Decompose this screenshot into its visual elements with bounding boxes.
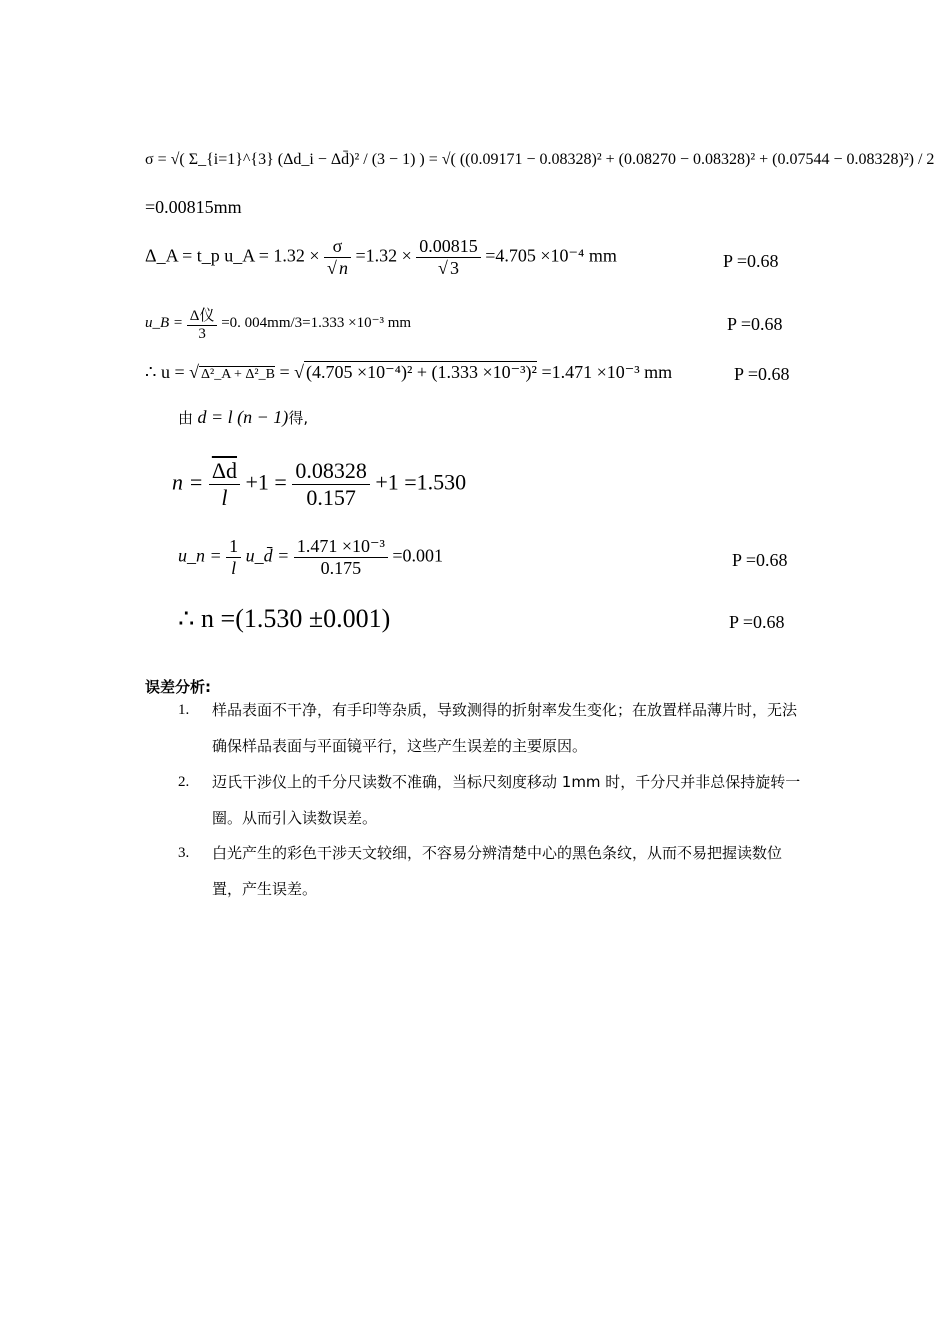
p-label-2: P =0.68 — [727, 314, 783, 334]
sqrt-icon: √ — [189, 362, 199, 382]
delta-a-lhs: Δ_A = t_p u_A = 1.32 × — [145, 245, 320, 266]
delta-a-fraction-2 — [416, 236, 481, 279]
sigma-result — [145, 197, 242, 218]
from-eq: d = l (n − 1) — [197, 407, 289, 427]
n-fraction-1 — [209, 458, 240, 511]
p-label-1: P =0.68 — [723, 251, 779, 271]
ub-lhs: u_B = — [145, 314, 184, 331]
un-frac1-den: l — [231, 558, 237, 578]
ub-formula — [145, 304, 411, 343]
n-result: +1 =1.530 — [375, 469, 467, 495]
sigma-result-text: =0.00815mm — [145, 197, 242, 217]
error-item-3-text: 白光产生的彩色干涉天文较细，不容易分辨清楚中心的黑色条纹，从而不易把握读数位置，产生误差。 — [212, 844, 783, 898]
final-result: ∴ n =(1.530 ±0.001) — [178, 604, 391, 633]
from-suffix: 得, — [288, 409, 309, 427]
ub-frac-num: Δ仪 — [187, 304, 218, 326]
un-frac2-den: 0.175 — [320, 558, 362, 578]
delta-a-frac2-den-wrap — [416, 258, 481, 279]
p-label-5: P =0.68 — [729, 612, 785, 632]
n-frac2-num: 0.08328 — [292, 458, 370, 485]
n-fraction-2 — [292, 458, 370, 511]
n-frac1-num: $\overline{\Delta d}$ — [209, 458, 240, 485]
delta-a-frac2-den: 3 — [449, 258, 459, 278]
delta-a-frac1-num: σ — [324, 236, 351, 258]
u-radicand-2: (4.705 ×10⁻⁴)² + (1.333 ×10⁻³)² — [306, 362, 537, 382]
sqrt-icon: √ — [294, 362, 305, 382]
delta-a-formula — [145, 236, 617, 279]
error-item-1-num: 1. — [178, 702, 190, 718]
sqrt-icon: √ — [438, 258, 448, 278]
n-lhs: n = — [172, 469, 204, 495]
error-item-2-num: 2. — [178, 774, 190, 790]
u-result: =1.471 ×10⁻³ mm — [541, 362, 673, 382]
delta-a-frac1-den: n — [338, 258, 348, 278]
p-label-3: P =0.68 — [734, 364, 790, 384]
u-radicand-1: Δ²_A + Δ²_B — [201, 367, 275, 382]
delta-a-mid: =1.32 × — [355, 245, 412, 266]
n-formula — [172, 458, 466, 511]
ub-frac-den: 3 — [198, 326, 206, 342]
error-item-3-num: 3. — [178, 845, 190, 861]
delta-a-fraction-1 — [324, 236, 351, 279]
delta-a-frac1-den-wrap — [324, 258, 351, 279]
sigma-formula — [145, 148, 934, 169]
ub-fraction — [187, 304, 218, 343]
error-item-1-text: 样品表面不干净，有手印等杂质，导致测得的折射率发生变化；在放置样品薄片时，无法确保样品表面与平面镜平行，这些产生误差的主要原因。 — [212, 701, 798, 755]
ub-result: =0. 004mm/3=1.333 ×10⁻³ mm — [221, 314, 412, 331]
from-line — [178, 407, 308, 428]
un-frac2-num: 1.471 ×10⁻³ — [294, 536, 388, 558]
n-mid: +1 = — [245, 469, 287, 495]
sigma-formula-text: σ = √( Σ_{i=1}^{3} (Δd_i − Δd̄)² / (3 − 1) ) = √( ((0.09171 − 0.08328)² + (0.08270 − 0.08328)² + (0.07544 − 0.08328)²) / 2 — [145, 151, 935, 168]
sqrt-icon: √ — [327, 258, 337, 278]
delta-a-frac2-num: 0.00815 — [416, 236, 481, 258]
un-fraction-1 — [226, 536, 241, 579]
u-formula — [145, 362, 672, 383]
un-frac1-num: 1 — [226, 536, 241, 558]
error-analysis-heading: 误差分析: — [145, 678, 211, 696]
u-eq: = — [279, 362, 290, 382]
un-lhs: u_n = — [178, 545, 222, 566]
un-ud: u_d̄ = — [245, 545, 290, 566]
un-fraction-2 — [294, 536, 388, 579]
n-frac1-den: l — [221, 485, 228, 510]
u-lhs: ∴ u = — [145, 362, 185, 382]
delta-a-result: =4.705 ×10⁻⁴ mm — [485, 245, 617, 266]
un-result: =0.001 — [392, 545, 444, 566]
error-item-2-text: 迈氏干涉仪上的千分尺读数不准确，当标尺刻度移动 1mm 时，千分尺并非总保持旋转一圈。从而引入读数误差。 — [212, 773, 801, 827]
un-formula — [178, 536, 443, 579]
n-frac2-den: 0.157 — [306, 485, 356, 510]
from-prefix: 由 — [178, 409, 194, 427]
p-label-4: P =0.68 — [732, 550, 788, 570]
